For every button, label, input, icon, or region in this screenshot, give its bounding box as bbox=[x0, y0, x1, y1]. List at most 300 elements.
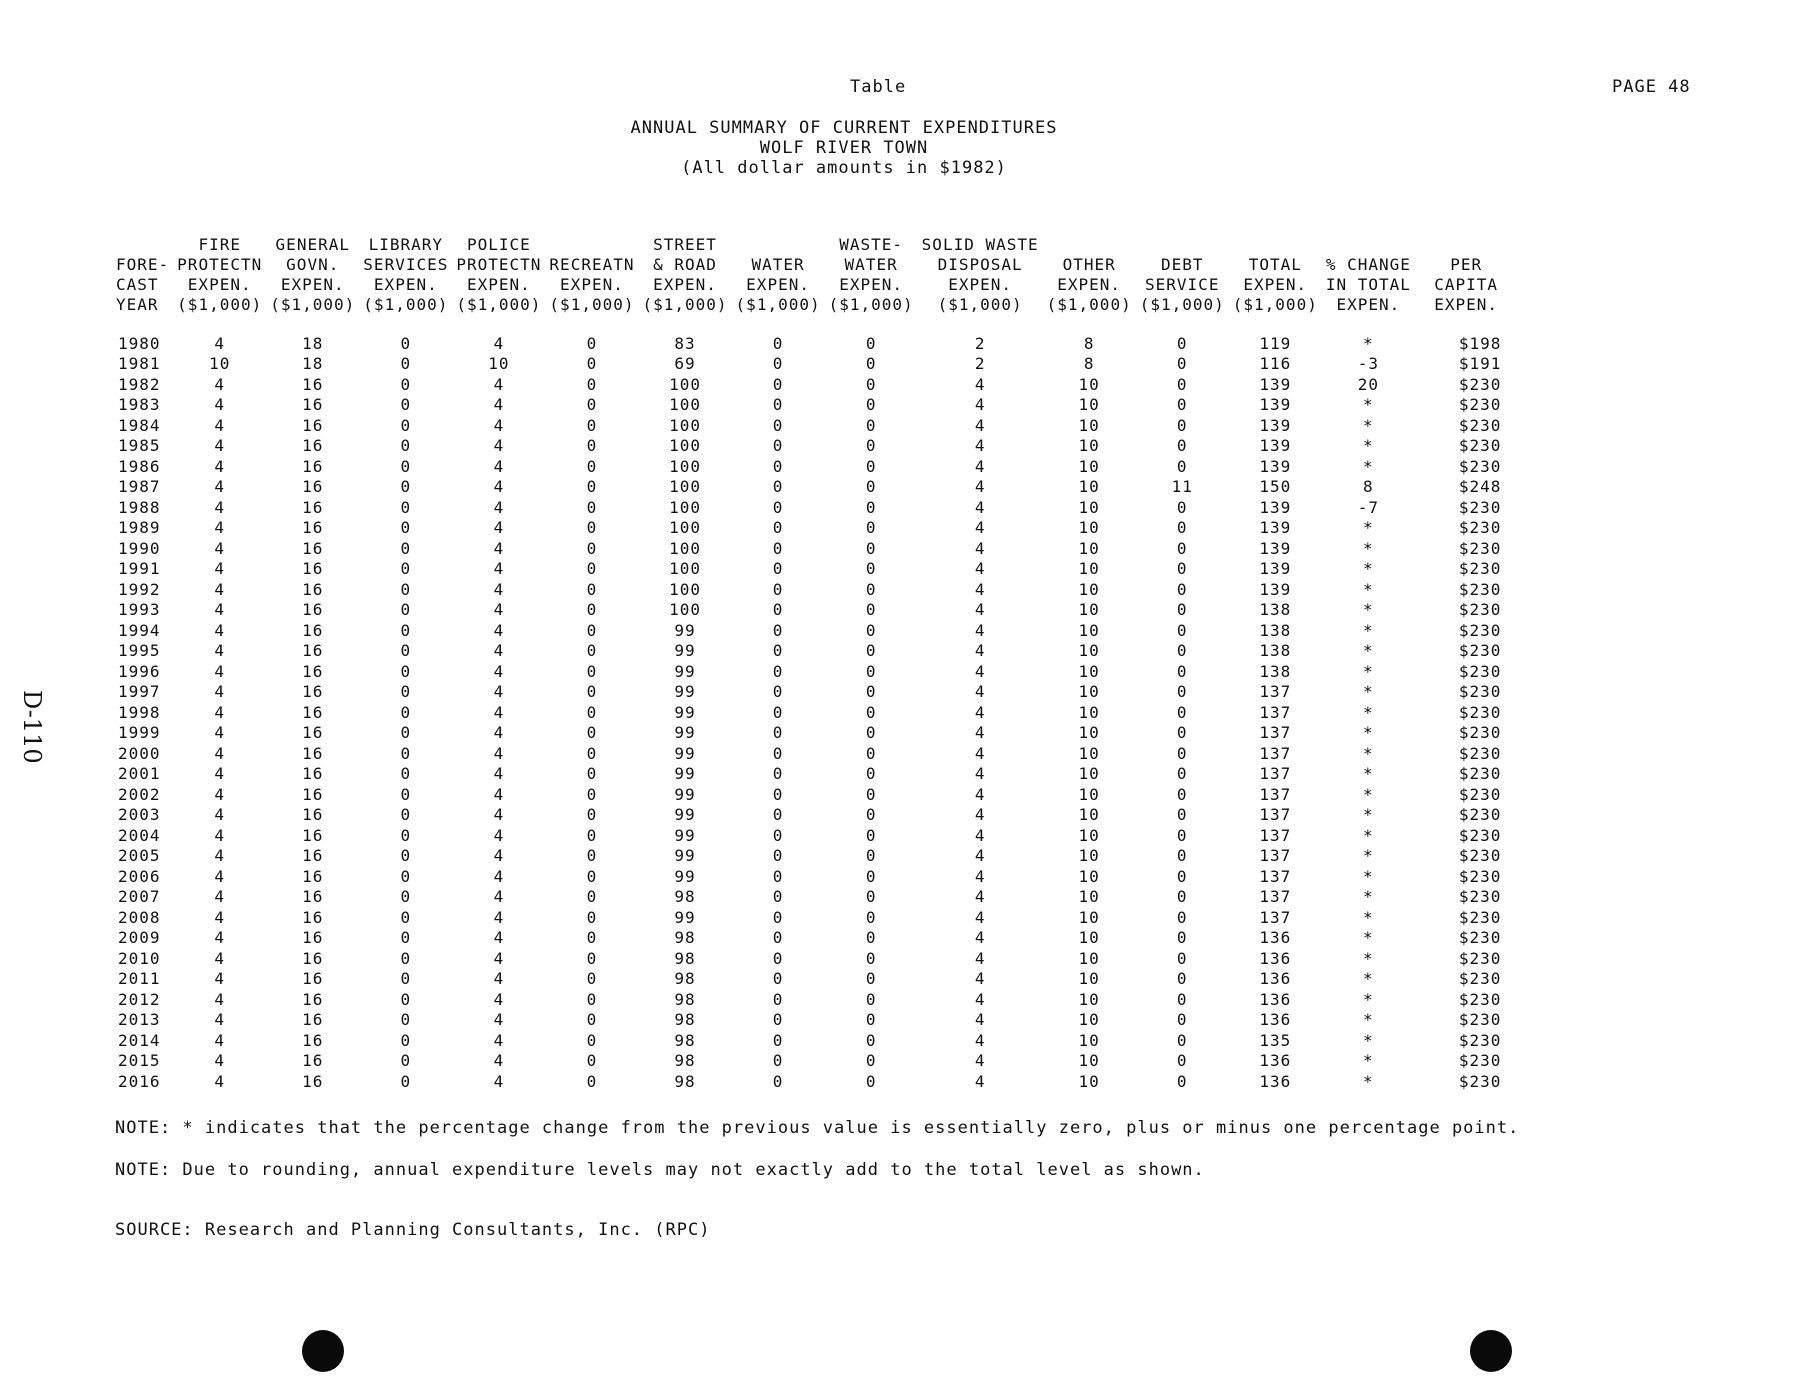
year-cell: 1985 bbox=[118, 436, 161, 456]
table-cell: 0 bbox=[772, 805, 784, 825]
table-cell: 4 bbox=[493, 989, 505, 1009]
table-cell: 4 bbox=[974, 989, 986, 1009]
table-cell: 136 bbox=[1259, 969, 1292, 989]
table-row bbox=[112, 989, 1517, 1010]
table-cell: 4 bbox=[974, 1071, 986, 1091]
table-cell: 0 bbox=[400, 1030, 412, 1050]
table-cell: 4 bbox=[214, 907, 226, 927]
header-spacer bbox=[112, 315, 1517, 333]
table-cell: 4 bbox=[974, 702, 986, 722]
table-cell: 4 bbox=[493, 928, 505, 948]
dollar-sign: $ bbox=[1458, 887, 1470, 907]
table-row bbox=[112, 641, 1517, 662]
table-cell: 4 bbox=[974, 1051, 986, 1071]
year-cell: 2007 bbox=[118, 887, 161, 907]
table-cell: 0 bbox=[865, 969, 877, 989]
table-cell: 18 bbox=[302, 333, 324, 353]
table-cell: 4 bbox=[974, 1010, 986, 1030]
table-cell: 16 bbox=[302, 661, 324, 681]
table-cell: -7 bbox=[1357, 497, 1379, 517]
table-cell: 0 bbox=[400, 1071, 412, 1091]
per-capita-cell bbox=[1415, 395, 1518, 416]
column-header-cell bbox=[1229, 235, 1322, 255]
table-cell: 10 bbox=[488, 354, 510, 374]
table-cell: 10 bbox=[1078, 518, 1100, 538]
per-capita-cell bbox=[1415, 743, 1518, 764]
table-cell: 10 bbox=[1078, 743, 1100, 763]
table-cell: 136 bbox=[1259, 1071, 1292, 1091]
table-cell: 4 bbox=[214, 825, 226, 845]
column-header-cell: ($1,000) bbox=[937, 295, 1023, 314]
table-cell: 2 bbox=[974, 333, 986, 353]
table-cell: 0 bbox=[1176, 723, 1188, 743]
table-cell: 4 bbox=[214, 518, 226, 538]
table-cell: 0 bbox=[1176, 579, 1188, 599]
table-cell: 0 bbox=[1176, 1051, 1188, 1071]
table-cell: 16 bbox=[302, 928, 324, 948]
per-capita-cell bbox=[1415, 477, 1518, 498]
table-cell: 0 bbox=[400, 887, 412, 907]
table-cell: 4 bbox=[974, 948, 986, 968]
table-row bbox=[112, 374, 1517, 395]
table-row bbox=[112, 1071, 1517, 1092]
column-header-cell: WATER bbox=[751, 255, 805, 274]
per-capita-cell bbox=[1415, 825, 1518, 846]
table-cell: * bbox=[1363, 559, 1374, 579]
table-cell: 138 bbox=[1259, 600, 1292, 620]
table-cell: 0 bbox=[772, 887, 784, 907]
table-cell: 136 bbox=[1259, 928, 1292, 948]
column-header-cell bbox=[1136, 235, 1229, 255]
table-cell: 16 bbox=[302, 764, 324, 784]
table-cell: 4 bbox=[974, 620, 986, 640]
table-cell: 10 bbox=[1078, 374, 1100, 394]
table-cell: 0 bbox=[586, 477, 598, 497]
column-header-cell: ($1,000) bbox=[177, 295, 263, 314]
table-cell: 4 bbox=[493, 805, 505, 825]
column-header-cell: RECREATN bbox=[549, 255, 635, 274]
table-cell: 16 bbox=[302, 497, 324, 517]
per-capita-cell bbox=[1415, 333, 1518, 354]
table-cell: 137 bbox=[1259, 764, 1292, 784]
column-header-cell: POLICE bbox=[466, 235, 531, 254]
table-cell: 0 bbox=[400, 723, 412, 743]
dollar-sign: $ bbox=[1458, 395, 1470, 415]
per-capita-value: 230 bbox=[1469, 436, 1502, 456]
table-cell: 119 bbox=[1259, 333, 1292, 353]
table-cell: 4 bbox=[214, 928, 226, 948]
table-cell: * bbox=[1363, 702, 1374, 722]
table-cell: 0 bbox=[772, 600, 784, 620]
column-header-cell: ($1,000) bbox=[363, 295, 449, 314]
table-cell: 0 bbox=[865, 907, 877, 927]
table-cell: 0 bbox=[865, 682, 877, 702]
table-cell: 100 bbox=[669, 436, 701, 456]
per-capita-value: 230 bbox=[1469, 579, 1502, 599]
table-cell: 4 bbox=[214, 333, 226, 353]
table-cell: 0 bbox=[865, 354, 877, 374]
table-cell: 4 bbox=[214, 620, 226, 640]
table-cell: 136 bbox=[1259, 1051, 1292, 1071]
table-cell: 0 bbox=[772, 764, 784, 784]
column-header-cell bbox=[545, 235, 638, 255]
table-cell: 4 bbox=[214, 456, 226, 476]
table-cell: 10 bbox=[1078, 395, 1100, 415]
table-cell: 138 bbox=[1259, 641, 1292, 661]
dollar-sign: $ bbox=[1458, 641, 1470, 661]
table-cell: 4 bbox=[214, 661, 226, 681]
table-cell: 0 bbox=[400, 764, 412, 784]
per-capita-cell bbox=[1415, 846, 1518, 867]
table-cell: 4 bbox=[493, 395, 505, 415]
table-cell: 16 bbox=[302, 641, 324, 661]
table-cell: 0 bbox=[865, 1030, 877, 1050]
table-cell: 0 bbox=[586, 518, 598, 538]
per-capita-value: 230 bbox=[1469, 641, 1502, 661]
table-cell: 4 bbox=[493, 620, 505, 640]
table-cell: 0 bbox=[586, 682, 598, 702]
table-cell: 0 bbox=[865, 846, 877, 866]
table-cell: 4 bbox=[214, 538, 226, 558]
dollar-sign: $ bbox=[1458, 743, 1470, 763]
table-cell: 0 bbox=[586, 395, 598, 415]
table-cell: 0 bbox=[865, 477, 877, 497]
table-cell: 0 bbox=[865, 600, 877, 620]
year-cell: 1989 bbox=[118, 518, 161, 538]
per-capita-cell bbox=[1415, 805, 1518, 826]
table-cell: 16 bbox=[302, 415, 324, 435]
per-capita-value: 230 bbox=[1469, 743, 1502, 763]
column-header-cell: WATER bbox=[844, 255, 898, 274]
table-cell: * bbox=[1363, 866, 1374, 886]
dollar-sign: $ bbox=[1458, 948, 1470, 968]
table-cell: 4 bbox=[974, 743, 986, 763]
per-capita-cell bbox=[1415, 907, 1518, 928]
table-cell: 135 bbox=[1259, 1030, 1292, 1050]
table-cell: 100 bbox=[669, 600, 701, 620]
table-cell: 4 bbox=[493, 866, 505, 886]
table-cell: 16 bbox=[302, 1051, 324, 1071]
table-cell: 0 bbox=[865, 948, 877, 968]
table-cell: 4 bbox=[974, 374, 986, 394]
table-cell: 10 bbox=[1078, 415, 1100, 435]
dollar-sign: $ bbox=[1458, 415, 1470, 435]
table-cell: 0 bbox=[772, 682, 784, 702]
table-cell: 0 bbox=[1176, 969, 1188, 989]
table-cell: 0 bbox=[400, 333, 412, 353]
table-cell: 0 bbox=[1176, 415, 1188, 435]
table-cell: * bbox=[1363, 825, 1374, 845]
table-cell: 4 bbox=[493, 887, 505, 907]
table-cell: 0 bbox=[1176, 907, 1188, 927]
table-cell: 137 bbox=[1259, 723, 1292, 743]
table-cell: 0 bbox=[400, 641, 412, 661]
year-cell: 1995 bbox=[118, 641, 161, 661]
table-cell: 0 bbox=[865, 395, 877, 415]
column-header-cell: PROTECTN bbox=[456, 255, 542, 274]
year-cell: 1986 bbox=[118, 456, 161, 476]
table-cell: 4 bbox=[214, 600, 226, 620]
table-row bbox=[112, 661, 1517, 682]
year-cell: 2004 bbox=[118, 825, 161, 845]
table-cell: 4 bbox=[974, 477, 986, 497]
table-cell: 4 bbox=[493, 825, 505, 845]
dollar-sign: $ bbox=[1458, 1051, 1470, 1071]
binder-hole-right bbox=[1470, 1330, 1512, 1372]
table-cell: 0 bbox=[586, 969, 598, 989]
column-header-cell: EXPEN. bbox=[1057, 275, 1122, 294]
per-capita-value: 230 bbox=[1469, 866, 1502, 886]
year-cell: 1999 bbox=[118, 723, 161, 743]
table-cell: 0 bbox=[586, 497, 598, 517]
table-cell: * bbox=[1363, 620, 1374, 640]
per-capita-value: 230 bbox=[1469, 907, 1502, 927]
year-cell: 2015 bbox=[118, 1051, 161, 1071]
table-cell: 0 bbox=[865, 415, 877, 435]
table-cell: 10 bbox=[1078, 436, 1100, 456]
table-cell: 4 bbox=[974, 415, 986, 435]
table-cell: 0 bbox=[586, 600, 598, 620]
table-cell: 0 bbox=[865, 333, 877, 353]
year-cell: 2010 bbox=[118, 948, 161, 968]
table-cell: 0 bbox=[400, 682, 412, 702]
table-cell: 0 bbox=[400, 969, 412, 989]
per-capita-value: 230 bbox=[1469, 846, 1502, 866]
table-cell: 0 bbox=[586, 948, 598, 968]
table-cell: 4 bbox=[974, 846, 986, 866]
table-cell: 0 bbox=[1176, 661, 1188, 681]
table-cell: 18 bbox=[302, 354, 324, 374]
column-header-cell: DISPOSAL bbox=[937, 255, 1023, 274]
table-cell: 16 bbox=[302, 989, 324, 1009]
per-capita-cell bbox=[1415, 436, 1518, 457]
table-cell: 16 bbox=[302, 825, 324, 845]
column-header-cell: EXPEN. bbox=[746, 275, 810, 294]
table-cell: 99 bbox=[674, 702, 696, 722]
table-row bbox=[112, 620, 1517, 641]
table-cell: 0 bbox=[1176, 764, 1188, 784]
table-cell: 0 bbox=[772, 846, 784, 866]
table-cell: 4 bbox=[974, 805, 986, 825]
table-cell: 10 bbox=[1078, 682, 1100, 702]
table-cell: 0 bbox=[772, 1071, 784, 1091]
year-cell: 2012 bbox=[118, 989, 161, 1009]
table-cell: 0 bbox=[586, 866, 598, 886]
table-cell: 4 bbox=[493, 415, 505, 435]
table-cell: 0 bbox=[1176, 354, 1188, 374]
table-cell: 16 bbox=[302, 1071, 324, 1091]
note-percentage-change: NOTE: * indicates that the percentage change from the previous value is essentially zero, plus or minus one percentage point. bbox=[115, 1118, 1520, 1138]
table-cell: 0 bbox=[400, 456, 412, 476]
table-cell: 10 bbox=[1078, 784, 1100, 804]
dollar-sign: $ bbox=[1458, 866, 1470, 886]
year-cell: 1983 bbox=[118, 395, 161, 415]
table-cell: 4 bbox=[214, 723, 226, 743]
table-cell: 16 bbox=[302, 436, 324, 456]
table-cell: 10 bbox=[1078, 600, 1100, 620]
table-cell: 0 bbox=[586, 456, 598, 476]
table-cell: 137 bbox=[1259, 887, 1292, 907]
table-row bbox=[112, 395, 1517, 416]
table-cell: 0 bbox=[1176, 395, 1188, 415]
table-cell: 4 bbox=[493, 907, 505, 927]
table-row bbox=[112, 723, 1517, 744]
table-cell: 0 bbox=[400, 907, 412, 927]
table-cell: 0 bbox=[586, 723, 598, 743]
table-row bbox=[112, 559, 1517, 580]
table-cell: * bbox=[1363, 1071, 1374, 1091]
per-capita-value: 230 bbox=[1469, 1071, 1502, 1091]
table-cell: 0 bbox=[1176, 559, 1188, 579]
table-cell: 0 bbox=[400, 846, 412, 866]
dollar-sign: $ bbox=[1458, 559, 1470, 579]
table-cell: 16 bbox=[302, 579, 324, 599]
table-cell: * bbox=[1363, 989, 1374, 1009]
table-cell: * bbox=[1363, 1030, 1374, 1050]
table-cell: 4 bbox=[974, 661, 986, 681]
column-header-cell: ($1,000) bbox=[735, 295, 821, 314]
table-cell: 0 bbox=[1176, 1071, 1188, 1091]
table-cell: 0 bbox=[400, 477, 412, 497]
table-cell: 0 bbox=[772, 374, 784, 394]
per-capita-cell bbox=[1415, 518, 1518, 539]
dollar-sign: $ bbox=[1458, 764, 1470, 784]
table-cell: 0 bbox=[400, 436, 412, 456]
per-capita-cell bbox=[1415, 682, 1518, 703]
table-cell: 0 bbox=[772, 702, 784, 722]
table-cell: 0 bbox=[586, 354, 598, 374]
per-capita-cell bbox=[1415, 887, 1518, 908]
table-cell: 16 bbox=[302, 518, 324, 538]
table-cell: 0 bbox=[865, 805, 877, 825]
table-cell: 0 bbox=[586, 846, 598, 866]
table-cell: 0 bbox=[586, 559, 598, 579]
dollar-sign: $ bbox=[1458, 661, 1470, 681]
table-cell: 16 bbox=[302, 866, 324, 886]
table-row bbox=[112, 743, 1517, 764]
table-cell: 0 bbox=[865, 723, 877, 743]
table-cell: 99 bbox=[674, 641, 696, 661]
table-cell: 16 bbox=[302, 907, 324, 927]
table-cell: 0 bbox=[865, 518, 877, 538]
table-cell: 16 bbox=[302, 395, 324, 415]
table-cell: 100 bbox=[669, 559, 701, 579]
table-cell: 4 bbox=[214, 969, 226, 989]
table-cell: 16 bbox=[302, 846, 324, 866]
table-cell: 10 bbox=[1078, 825, 1100, 845]
table-cell: 10 bbox=[1078, 641, 1100, 661]
dollar-sign: $ bbox=[1458, 456, 1470, 476]
table-cell: 16 bbox=[302, 456, 324, 476]
table-cell: * bbox=[1363, 805, 1374, 825]
per-capita-value: 230 bbox=[1469, 784, 1502, 804]
table-cell: 0 bbox=[1176, 456, 1188, 476]
table-cell: 4 bbox=[214, 374, 226, 394]
column-header-cell: ($1,000) bbox=[270, 295, 356, 314]
table-cell: 99 bbox=[674, 723, 696, 743]
column-header-cell: ($1,000) bbox=[642, 295, 728, 314]
year-cell: 1988 bbox=[118, 497, 161, 517]
table-cell: 0 bbox=[400, 1051, 412, 1071]
table-cell: 0 bbox=[1176, 743, 1188, 763]
column-header-cell: IN TOTAL bbox=[1325, 275, 1411, 294]
table-cell: 0 bbox=[400, 702, 412, 722]
document-title bbox=[0, 118, 1798, 178]
table-cell: 0 bbox=[400, 374, 412, 394]
table-cell: 4 bbox=[974, 436, 986, 456]
header-row bbox=[112, 275, 1517, 295]
per-capita-value: 230 bbox=[1469, 1030, 1502, 1050]
table-cell: 0 bbox=[400, 1010, 412, 1030]
table-cell: 0 bbox=[772, 395, 784, 415]
column-header-cell: PER bbox=[1450, 255, 1483, 274]
table-row bbox=[112, 1030, 1517, 1051]
table-cell: 4 bbox=[214, 497, 226, 517]
year-cell: 2009 bbox=[118, 928, 161, 948]
column-header-cell: SERVICES bbox=[363, 255, 449, 274]
year-cell: 2000 bbox=[118, 743, 161, 763]
table-cell: 16 bbox=[302, 784, 324, 804]
table-cell: 116 bbox=[1259, 354, 1292, 374]
column-header-cell: OTHER bbox=[1062, 255, 1116, 274]
table-row bbox=[112, 1051, 1517, 1072]
table-cell: 99 bbox=[674, 784, 696, 804]
dollar-sign: $ bbox=[1458, 1071, 1470, 1091]
table-row bbox=[112, 415, 1517, 436]
column-header-cell: EXPEN. bbox=[560, 275, 624, 294]
table-cell: 4 bbox=[214, 579, 226, 599]
table-cell: 10 bbox=[1078, 1010, 1100, 1030]
table-row bbox=[112, 702, 1517, 723]
table-cell: * bbox=[1363, 682, 1374, 702]
side-page-label: D-110 bbox=[18, 690, 46, 764]
dollar-sign: $ bbox=[1458, 825, 1470, 845]
dollar-sign: $ bbox=[1458, 784, 1470, 804]
table-cell: 0 bbox=[1176, 497, 1188, 517]
per-capita-value: 191 bbox=[1469, 354, 1502, 374]
table-cell: 98 bbox=[674, 969, 696, 989]
table-cell: 137 bbox=[1259, 825, 1292, 845]
table-cell: 10 bbox=[1078, 702, 1100, 722]
column-header-cell: ($1,000) bbox=[456, 295, 542, 314]
table-cell: 16 bbox=[302, 1010, 324, 1030]
column-header-cell: TOTAL bbox=[1248, 255, 1302, 274]
table-row bbox=[112, 866, 1517, 887]
table-cell: * bbox=[1363, 743, 1374, 763]
table-cell: 0 bbox=[772, 436, 784, 456]
table-row bbox=[112, 928, 1517, 949]
per-capita-value: 230 bbox=[1469, 518, 1502, 538]
table-cell: 99 bbox=[674, 846, 696, 866]
table-cell: 0 bbox=[865, 1051, 877, 1071]
table-cell: 0 bbox=[400, 989, 412, 1009]
table-cell: 139 bbox=[1259, 436, 1292, 456]
per-capita-cell bbox=[1415, 969, 1518, 990]
table-cell: 0 bbox=[772, 518, 784, 538]
table-cell: 98 bbox=[674, 1051, 696, 1071]
table-cell: 4 bbox=[214, 641, 226, 661]
table-cell: 0 bbox=[1176, 333, 1188, 353]
year-cell: 1991 bbox=[118, 559, 161, 579]
table-cell: 4 bbox=[214, 1051, 226, 1071]
table-cell: 16 bbox=[302, 723, 324, 743]
table-cell: 0 bbox=[1176, 928, 1188, 948]
column-header-cell: EXPEN. bbox=[839, 275, 904, 294]
table-cell: 4 bbox=[214, 764, 226, 784]
table-cell: 4 bbox=[974, 866, 986, 886]
table-cell: 4 bbox=[214, 559, 226, 579]
table-cell: 0 bbox=[1176, 641, 1188, 661]
